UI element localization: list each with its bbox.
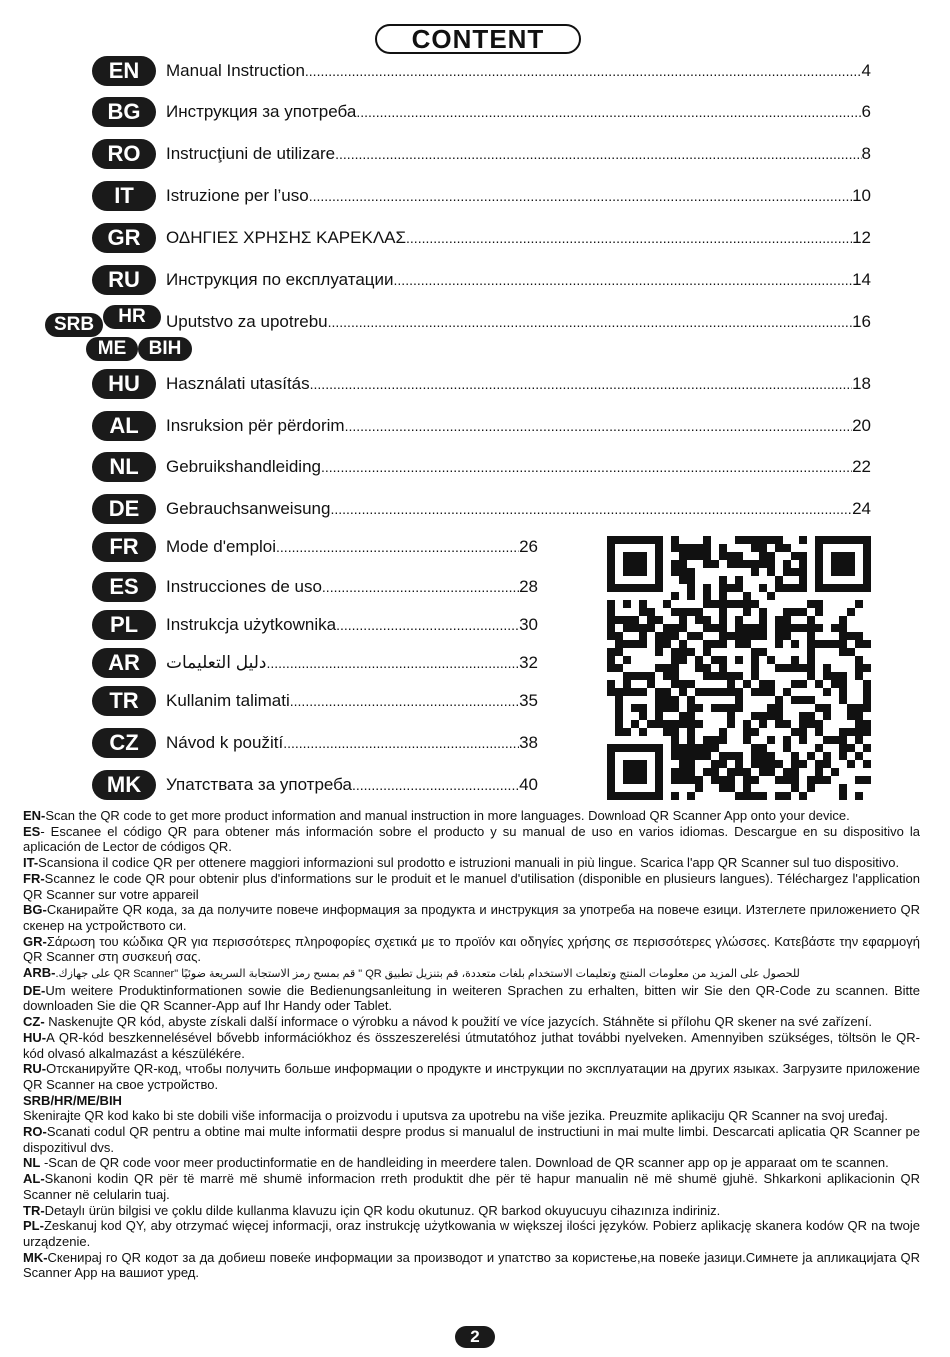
- qr-note-lang: DE-: [23, 982, 46, 998]
- qr-note-text: Scan the QR code to get more product information and manual instruction in more languages. Download QR Scanner App onto your device.: [45, 808, 850, 823]
- qr-note: [23, 1124, 920, 1155]
- toc-entry-label: Instrucciones de uso: [166, 577, 322, 596]
- toc-entry-label: Инструкция по експлуатации: [166, 270, 394, 289]
- qr-note-text: - Escanee el código QR para obtener más información sobre el producto y su manual de uso en varios idiomas. Descargue en su dispositivo la aplicación de Lector de códigos QR.: [23, 823, 920, 855]
- qr-note-lang: IT-: [23, 855, 39, 871]
- qr-note-lang: ES: [23, 823, 41, 839]
- toc-leader-dots: [406, 228, 852, 248]
- toc-entry-page: 26: [519, 537, 538, 556]
- toc-entry-label: Uputstvo za upotrebu: [166, 312, 328, 331]
- toc-entry-page: 30: [519, 615, 538, 634]
- qr-note-lang: EN-: [23, 808, 46, 823]
- toc-entry-page: 22: [852, 457, 871, 476]
- badge-srb: SRB: [45, 313, 103, 337]
- lang-badge-es: ES: [92, 572, 156, 602]
- toc-entry-label: Manual Instruction: [166, 61, 305, 80]
- qr-instructions-multilingual: [23, 808, 920, 1281]
- lang-badge-ar: AR: [92, 648, 156, 678]
- qr-note-text: Detaylı ürün bilgisi ve çoklu dilde kullanma klavuzu için QR kodu okutunuz. QR barkod okuyucuyu cihazınıza indiriniz.: [44, 1202, 721, 1218]
- qr-note-text: -Scan de QR code voor meer productinformatie en de handleiding in meerdere talen. Download de QR scanner app op je apparaat om te scannen.: [40, 1155, 889, 1171]
- toc-entry: [166, 416, 871, 436]
- qr-note: [23, 1061, 920, 1092]
- toc-entry-label: Návod k použití: [166, 733, 284, 752]
- lang-badge-fr: FR: [92, 532, 156, 562]
- toc-entry: [166, 457, 871, 477]
- toc-leader-dots: [336, 615, 519, 635]
- toc-leader-dots: [356, 102, 861, 122]
- qr-note-lang: FR-: [23, 870, 45, 886]
- lang-badge-ru: RU: [92, 265, 156, 295]
- qr-note: [23, 1014, 920, 1030]
- lang-badge-tr: TR: [92, 686, 156, 716]
- toc-entry: [166, 577, 538, 597]
- qr-note: [23, 934, 920, 965]
- toc-entry-page: 18: [852, 374, 871, 393]
- toc-entry-page: 35: [519, 691, 538, 710]
- toc-leader-dots: [394, 270, 853, 290]
- qr-note-lang: RO-: [23, 1124, 47, 1140]
- toc-leader-dots: [328, 312, 852, 332]
- qr-note-lang: HU-: [23, 1029, 47, 1045]
- qr-note: [23, 1250, 920, 1281]
- toc-entry-label: Instrukcja użytkownika: [166, 615, 337, 634]
- lang-badge-hu: HU: [92, 369, 156, 399]
- qr-note-text: Um weitere Produktinformationen sowie die Bedienungsanleitung in weiteren Sprachen zu erhalten, bitten wir Sie den QR-Code zu scannen. Bitte downloaden Sie die QR Scanner-App auf Ihr Handy oder Tablet.: [23, 982, 920, 1014]
- qr-note-text: Naskenujte QR kód, abyste získali další informace o výrobku a návod k použití ve více jazycích. Stáhněte si přílohu QR skener na své zařízení.: [44, 1014, 873, 1030]
- toc-entry: [166, 691, 538, 711]
- qr-note-lang: RU-: [23, 1061, 47, 1077]
- toc-entry-page: 8: [861, 144, 871, 163]
- toc-entry: [166, 733, 538, 753]
- toc-entry-label: Упатствата за употреба: [166, 775, 352, 794]
- toc-leader-dots: [309, 186, 852, 206]
- lang-badge-mk: MK: [92, 770, 156, 800]
- qr-note-text: للحصول على المزيد من معلومات المنتج وتعليمات الاستخدام بلغات متعددة، قم بتنزيل تطبيق QR " قم بمسح رمز الاستجابة السريعة ضوئيًا "QR Scanner على جهازك.: [55, 968, 803, 981]
- toc-entry: [166, 228, 871, 248]
- toc-entry-label: Istruzione per l’uso: [166, 186, 309, 205]
- toc-entry-label: Gebrauchsanweisung: [166, 499, 331, 518]
- toc-entry-label: Kullanim talimati: [166, 691, 290, 710]
- toc-entry-page: 14: [852, 270, 871, 289]
- qr-note-lang: NL: [23, 1155, 41, 1171]
- qr-note-text: Scansiona il codice QR per ottenere maggiori informazioni sul prodotto e istruzioni manuali in più lingue. Scarica l'app QR Scanner sul tuo dispositivo.: [38, 855, 900, 871]
- toc-leader-dots: [290, 691, 519, 711]
- qr-note: [23, 1203, 920, 1219]
- toc-entry-page: 40: [519, 775, 538, 794]
- toc-entry: [166, 374, 871, 394]
- toc-entry-label: دليل التعليمات: [166, 653, 267, 672]
- toc-entry-page: 6: [861, 102, 871, 121]
- toc-leader-dots: [321, 457, 852, 477]
- qr-note-text: A QR-kód beszkennelésével bővebb információkhoz és összeszerelési útmutatóhoz juthat további nyelveken. Amennyiben szükséges, töltsön le QR-kód olvasó alkalmazást a készülékére.: [23, 1029, 920, 1061]
- toc-entry-label: Gebruikshandleiding: [166, 457, 321, 476]
- lang-badge-gr: GR: [92, 223, 156, 253]
- qr-note-lang: PL-: [23, 1218, 44, 1234]
- qr-note-text: Σάρωση του κώδικα QR για περισσότερες πληροφορίες σχετικά με το προϊόν και οδηγίες χρήσης σε περισσότερες γλώσσες. Κατεβάστε την εφαρμογή QR Scanner στη συσκευή σας.: [23, 933, 920, 965]
- lang-badge-bg: BG: [92, 97, 156, 127]
- toc-leader-dots: [283, 733, 519, 753]
- qr-note: [23, 902, 920, 933]
- qr-note-text: Skanoni kodin QR për të marrë më shumë informacion rreth produktit dhe për të hapur manualin në më shumë gjuhë. Shkarkoni aplikacionin QR Scanner në celularin tuaj.: [23, 1171, 920, 1202]
- toc-leader-dots: [335, 144, 861, 164]
- qr-note: [23, 855, 920, 871]
- qr-note-text: Skenirajte QR kod kako bi ste dobili više informacija o proizvodu i uputsva za upotrebu na više jezika. Preuzmite aplikaciju QR Scanner na svoj uređaj.: [23, 1108, 888, 1124]
- lang-badge-en: EN: [92, 56, 156, 86]
- badge-me: ME: [86, 337, 138, 361]
- qr-note: [23, 1171, 920, 1202]
- lang-badge-it: IT: [92, 181, 156, 211]
- qr-note-lang: ARB-: [23, 965, 56, 981]
- toc-entry-page: 16: [852, 312, 871, 331]
- qr-note-text: Scannez le code QR pour obtenir plus d'informations sur le produit et le manuel d'utilisation (disponible en plusieurs langues). Téléchargez l'application QR Scanner sur votre appareil: [23, 870, 920, 902]
- toc-entry: [166, 537, 538, 557]
- qr-note-text: Scanati codul QR pentru a obtine mai multe informatii despre produs si manualul de instructiuni in mai multe limbi. Descarcati aplicatia QR Scanner pe dispozitivul dvs.: [23, 1124, 920, 1155]
- toc-leader-dots: [310, 374, 852, 394]
- page-title: CONTENT: [375, 24, 581, 54]
- toc-entry-page: 4: [861, 61, 871, 80]
- toc-leader-dots: [276, 537, 519, 557]
- toc-entry-label: Instrucţiuni de utilizare: [166, 144, 336, 163]
- page-number: 2: [455, 1326, 495, 1348]
- toc-entry: [166, 270, 871, 290]
- lang-badge-cz: CZ: [92, 728, 156, 758]
- toc-entry: [166, 186, 871, 206]
- toc-entry-page: 28: [519, 577, 538, 596]
- qr-note-text: Zeskanuj kod QY, aby otrzymać więcej informacji, oraz instrukcję użytkowania w większej ilości języków. Pobierz aplikację skanera kodów QR na twoje urządzenie.: [23, 1218, 920, 1249]
- toc-entry-label: Használati utasítás: [166, 374, 310, 393]
- lang-badge-hr: HR: [103, 305, 161, 329]
- qr-note-lang: SRB/HR/ME/BIH: [23, 1092, 122, 1108]
- toc-entry: [166, 775, 538, 795]
- qr-note: [23, 1218, 920, 1249]
- lang-badge-nl: NL: [92, 452, 156, 482]
- toc-leader-dots: [305, 61, 862, 81]
- toc-entry-page: 20: [852, 416, 871, 435]
- toc-entry: [166, 499, 871, 519]
- toc-entry-page: 12: [852, 228, 871, 247]
- qr-note: [23, 983, 920, 1014]
- lang-badge-al: AL: [92, 411, 156, 441]
- toc-entry-page: 10: [852, 186, 871, 205]
- qr-note: [23, 965, 920, 983]
- toc-entry-page: 32: [519, 653, 538, 672]
- qr-note: [23, 1155, 920, 1171]
- qr-note: [23, 1093, 920, 1109]
- toc-leader-dots: [345, 416, 853, 436]
- qr-note: [23, 871, 920, 902]
- toc-entry-page: 38: [519, 733, 538, 752]
- qr-note-text: Скенирај го QR кодот за да добиеш повеќе информации за производот и упатство за користење,на повеќе јазици.Симнете ја апликацијата QR Scanner App на вашиот уред.: [23, 1249, 920, 1281]
- toc-entry-label: Insruksion për përdorim: [166, 416, 345, 435]
- qr-note-lang: GR-: [23, 933, 47, 949]
- toc-entry: [166, 102, 871, 122]
- qr-note: [23, 1030, 920, 1061]
- toc-leader-dots: [266, 653, 519, 673]
- badge-bih: BIH: [138, 337, 192, 361]
- qr-note-text: Сканирайте QR кода, за да получите повече информация за продукта и инструкция за употреба на повече езици. Изтеглете приложението QR скенер на устройството си.: [23, 902, 920, 933]
- qr-note-text: Отсканируйте QR-код, чтобы получить больше информации о продукте и инструкции по эксплуатации на других языках. Загрузите приложение QR Scanner на свое устройство.: [23, 1061, 920, 1092]
- toc-entry-label: Инструкция за употреба: [166, 102, 357, 121]
- qr-note-lang: TR-: [23, 1202, 45, 1218]
- toc-entry: [166, 144, 871, 164]
- toc-entry: [166, 615, 538, 635]
- lang-badge-pl: PL: [92, 610, 156, 640]
- qr-note-lang: BG-: [23, 902, 47, 918]
- toc-entry: [166, 312, 871, 332]
- qr-note-lang: AL-: [23, 1171, 45, 1187]
- lang-badge-de: DE: [92, 494, 156, 524]
- lang-badge-ro: RO: [92, 139, 156, 169]
- toc-entry: [166, 653, 538, 673]
- qr-note-lang: CZ-: [23, 1014, 45, 1030]
- qr-note-lang: MK-: [23, 1249, 48, 1265]
- qr-note: [23, 824, 920, 855]
- toc-leader-dots: [322, 577, 519, 597]
- toc-leader-dots: [330, 499, 852, 519]
- qr-note: [23, 1108, 920, 1124]
- toc-entry-page: 24: [852, 499, 871, 518]
- toc-leader-dots: [352, 775, 519, 795]
- toc-entry: [166, 61, 871, 81]
- toc-entry-label: Mode d'emploi: [166, 537, 277, 556]
- toc-entry-label: ΟΔΗΓΙΕΣ ΧΡΗΣΗΣ ΚΑΡΕΚΛΑΣ: [166, 228, 407, 247]
- qr-code: [607, 536, 871, 800]
- qr-note: [23, 808, 920, 824]
